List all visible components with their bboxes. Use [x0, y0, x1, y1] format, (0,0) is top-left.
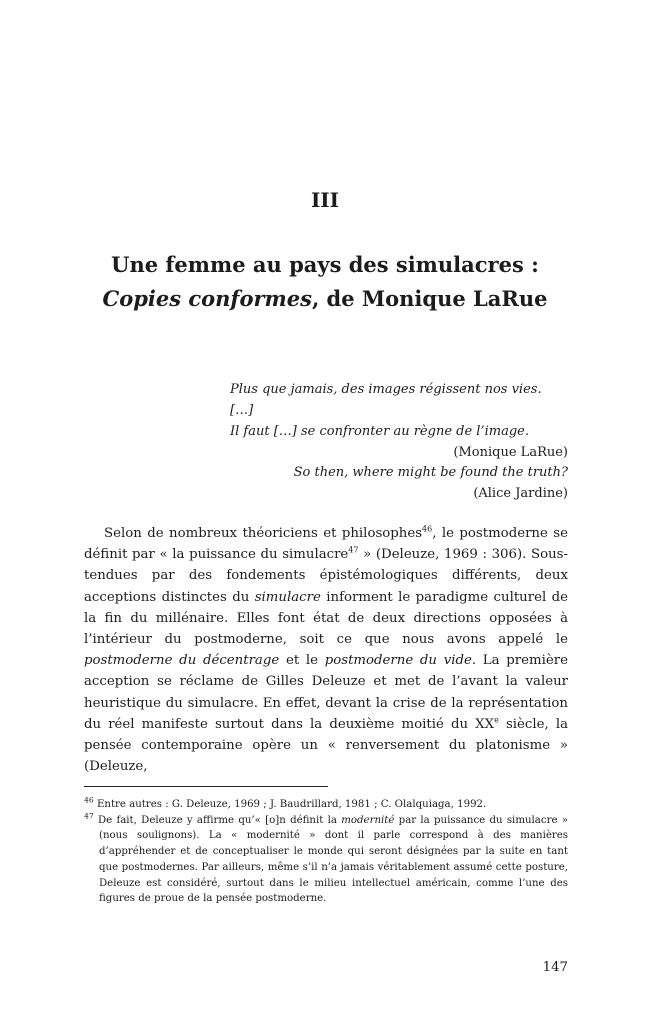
footnotes [84, 797, 568, 907]
footnote-text: De fait, Deleuze y affirme qu’« [o]n définit la [93, 814, 342, 826]
text-run: » (Deleuze, 1969 : 306). Sous-tendues par des fondements épistémologiques différents, deux acceptions distinctes du [84, 547, 568, 605]
text-run: et le [279, 653, 325, 669]
chapter-title [60, 248, 590, 316]
footnote-divider [84, 786, 328, 787]
epigraph-jardine [230, 462, 568, 504]
footnote-number: 47 [84, 811, 94, 821]
footnote-text: par la puissance du simulacre » (nous soulignons). La « modernité » dont il parle correspond à des manières d’appréhender et de conceptualiser le monde qui seront désignées par la suite en tant que postmodernes. Par ailleurs, même s’il n’a jamais véritablement assumé cette posture, Deleuze est considéré, surtout dans le milieu intellectuel américain, comme l’une des figures de proue de la pensée postmoderne. [99, 814, 568, 905]
century-superscript: e [494, 715, 499, 725]
text-run: siècle, la pensée contemporaine opère un « renversement du platonisme » (Deleuze, [84, 716, 568, 775]
chapter-title-line2 [60, 282, 590, 316]
footnote-ref-46[interactable]: 46 [422, 524, 433, 534]
epigraph-quote-line: Il faut […] se confronter au règne de l’image. [230, 424, 529, 439]
paragraph [84, 523, 568, 777]
footnote-ref-47[interactable]: 47 [348, 545, 359, 555]
epigraph-attribution: (Monique LaRue) [453, 445, 568, 460]
chapter-title-book-name: Copies conformes [102, 286, 312, 311]
italic-term: modernité [341, 814, 395, 826]
text-run: informent le paradigme culturel de la fin du millénaire. Elles font état de deux directions opposées à l’intérieur du postmoderne, soit ce que nous avons appelé le [84, 589, 568, 648]
epigraph-larue [230, 379, 568, 463]
body-paragraph [84, 523, 568, 777]
chapter-title-author: , de Monique LaRue [311, 286, 548, 311]
text-run: , le postmoderne se définit par « la puissance du simulacre [84, 526, 568, 563]
italic-term: postmoderne du décentrage [84, 653, 280, 669]
text-run: . La première acception se réclame de Gilles Deleuze et met de l’avant la valeur heuristique du simulacre. En effet, devant la crise de la représentation du réel manifeste surtout dans la deuxième moitié du XX [84, 653, 568, 732]
footnote-text: Entre autres : G. Deleuze, 1969 ; J. Baudrillard, 1981 ; C. Olalquiaga, 1992. [93, 799, 487, 810]
epigraph-quote-line: Plus que jamais, des images régissent nos vies. […] [230, 382, 542, 418]
footnote-number: 46 [84, 795, 94, 805]
footnote-47 [84, 813, 568, 907]
epigraph-quote-line: So then, where might be found the truth? [293, 465, 568, 480]
epigraph-attribution: (Alice Jardine) [473, 486, 568, 501]
part-number: III [310, 188, 340, 212]
footnote-46 [84, 797, 568, 813]
chapter-title-line1: Une femme au pays des simulacres : [111, 252, 539, 277]
text-run: Selon de nombreux théoriciens et philosophes [104, 526, 423, 541]
italic-term: postmoderne du vide [324, 653, 472, 669]
italic-term: simulacre [254, 589, 321, 605]
page-number: 147 [542, 960, 568, 975]
